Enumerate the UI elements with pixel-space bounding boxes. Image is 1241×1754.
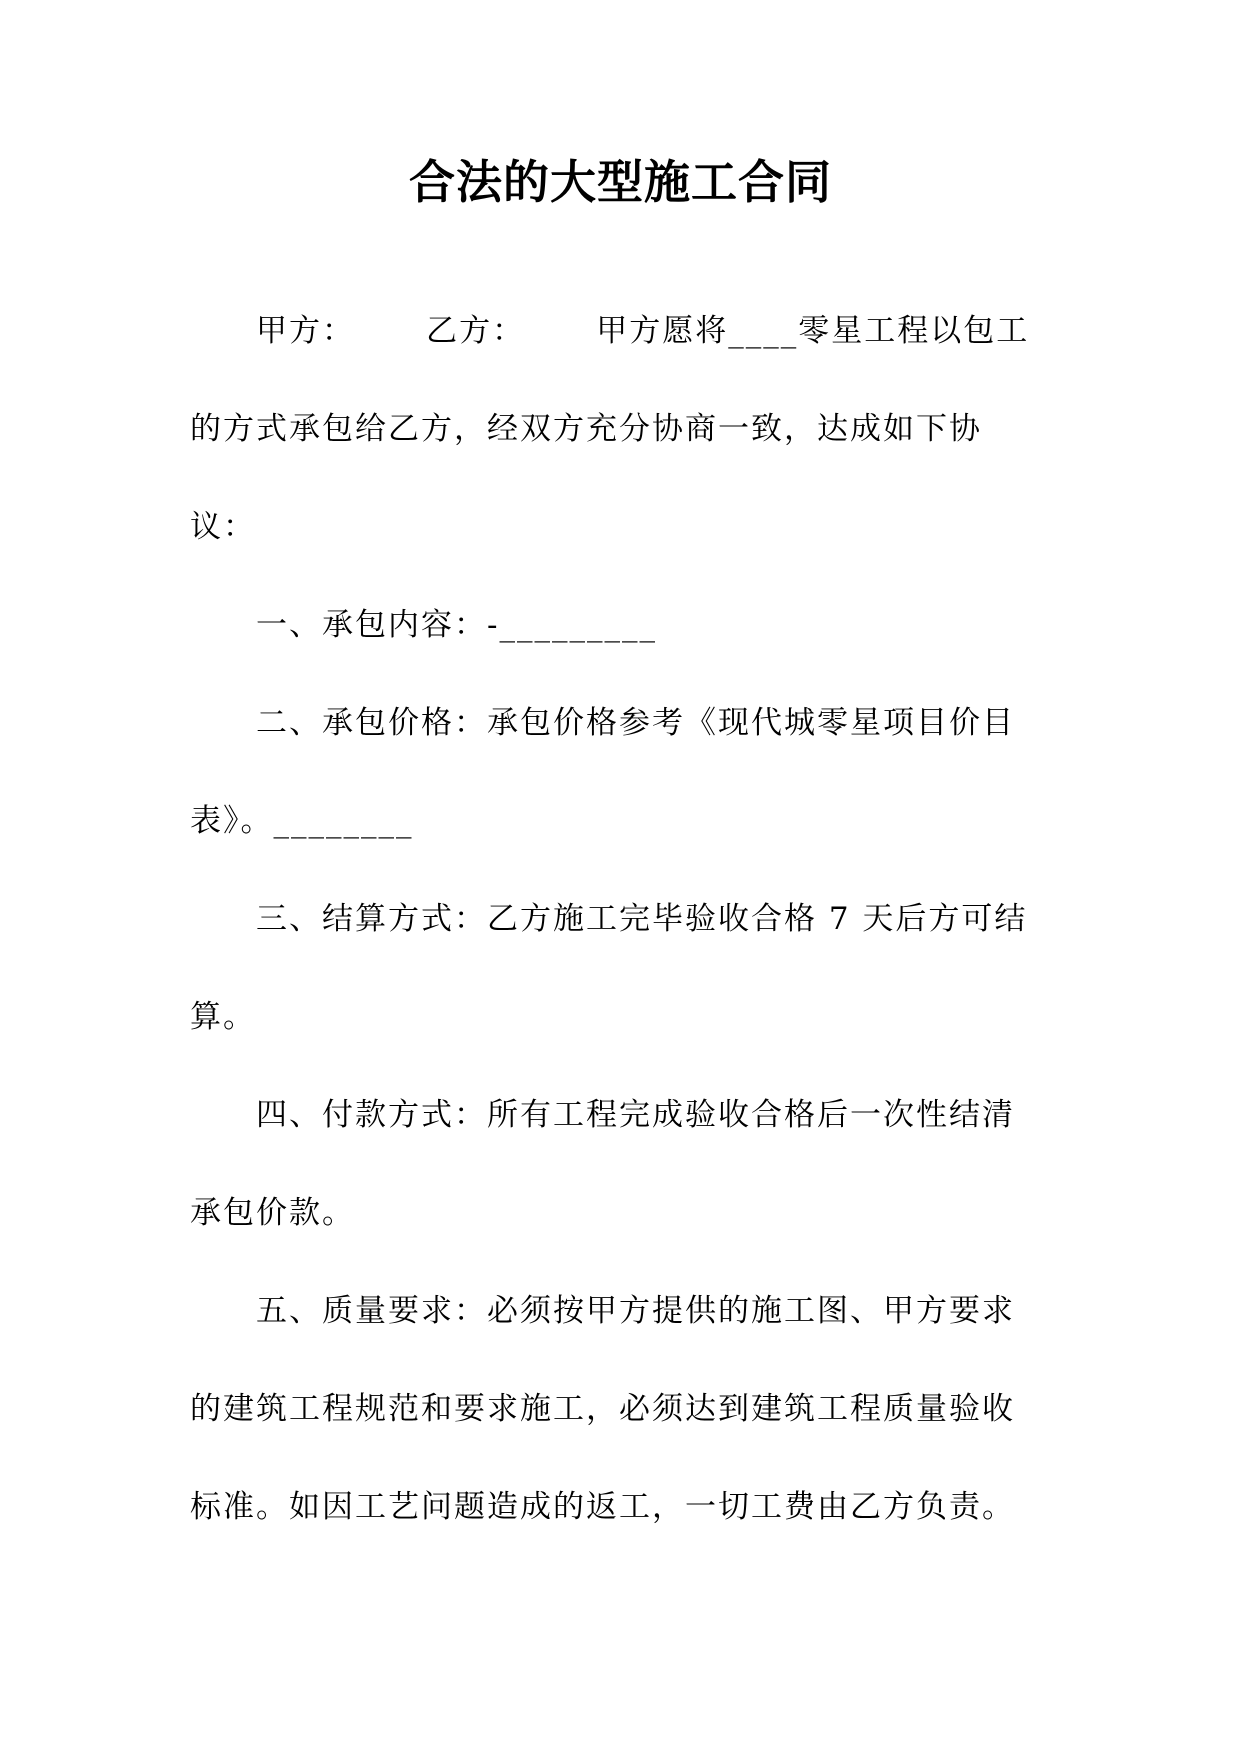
clause-2-line: 二、承包价格：承包价格参考《现代城零星项目价目	[256, 705, 1015, 741]
paragraph-line: 表》。________	[190, 803, 414, 839]
clause-3-line: 三、结算方式：乙方施工完毕验收合格 7 天后方可结	[256, 901, 1028, 937]
clause-5-line: 五、质量要求：必须按甲方提供的施工图、甲方要求	[256, 1293, 1015, 1329]
paragraph-line: 议：	[190, 509, 256, 545]
document-title: 合法的大型施工合同	[409, 155, 832, 209]
paragraph-line: 的方式承包给乙方，经双方充分协商一致，达成如下协	[190, 411, 982, 447]
paragraph-line: 承包价款。	[190, 1195, 355, 1231]
paragraph-line: 标准。如因工艺问题造成的返工，一切工费由乙方负责。	[190, 1489, 1015, 1525]
paragraph-line: 算。	[190, 999, 256, 1035]
clause-1-line: 一、承包内容：-_________	[256, 607, 657, 643]
paragraph-line: 的建筑工程规范和要求施工，必须达到建筑工程质量验收	[190, 1391, 1015, 1427]
clause-4-line: 四、付款方式：所有工程完成验收合格后一次性结清	[256, 1097, 1015, 1133]
paragraph-line-parties: 甲方： 乙方： 甲方愿将____零星工程以包工	[256, 313, 1030, 349]
